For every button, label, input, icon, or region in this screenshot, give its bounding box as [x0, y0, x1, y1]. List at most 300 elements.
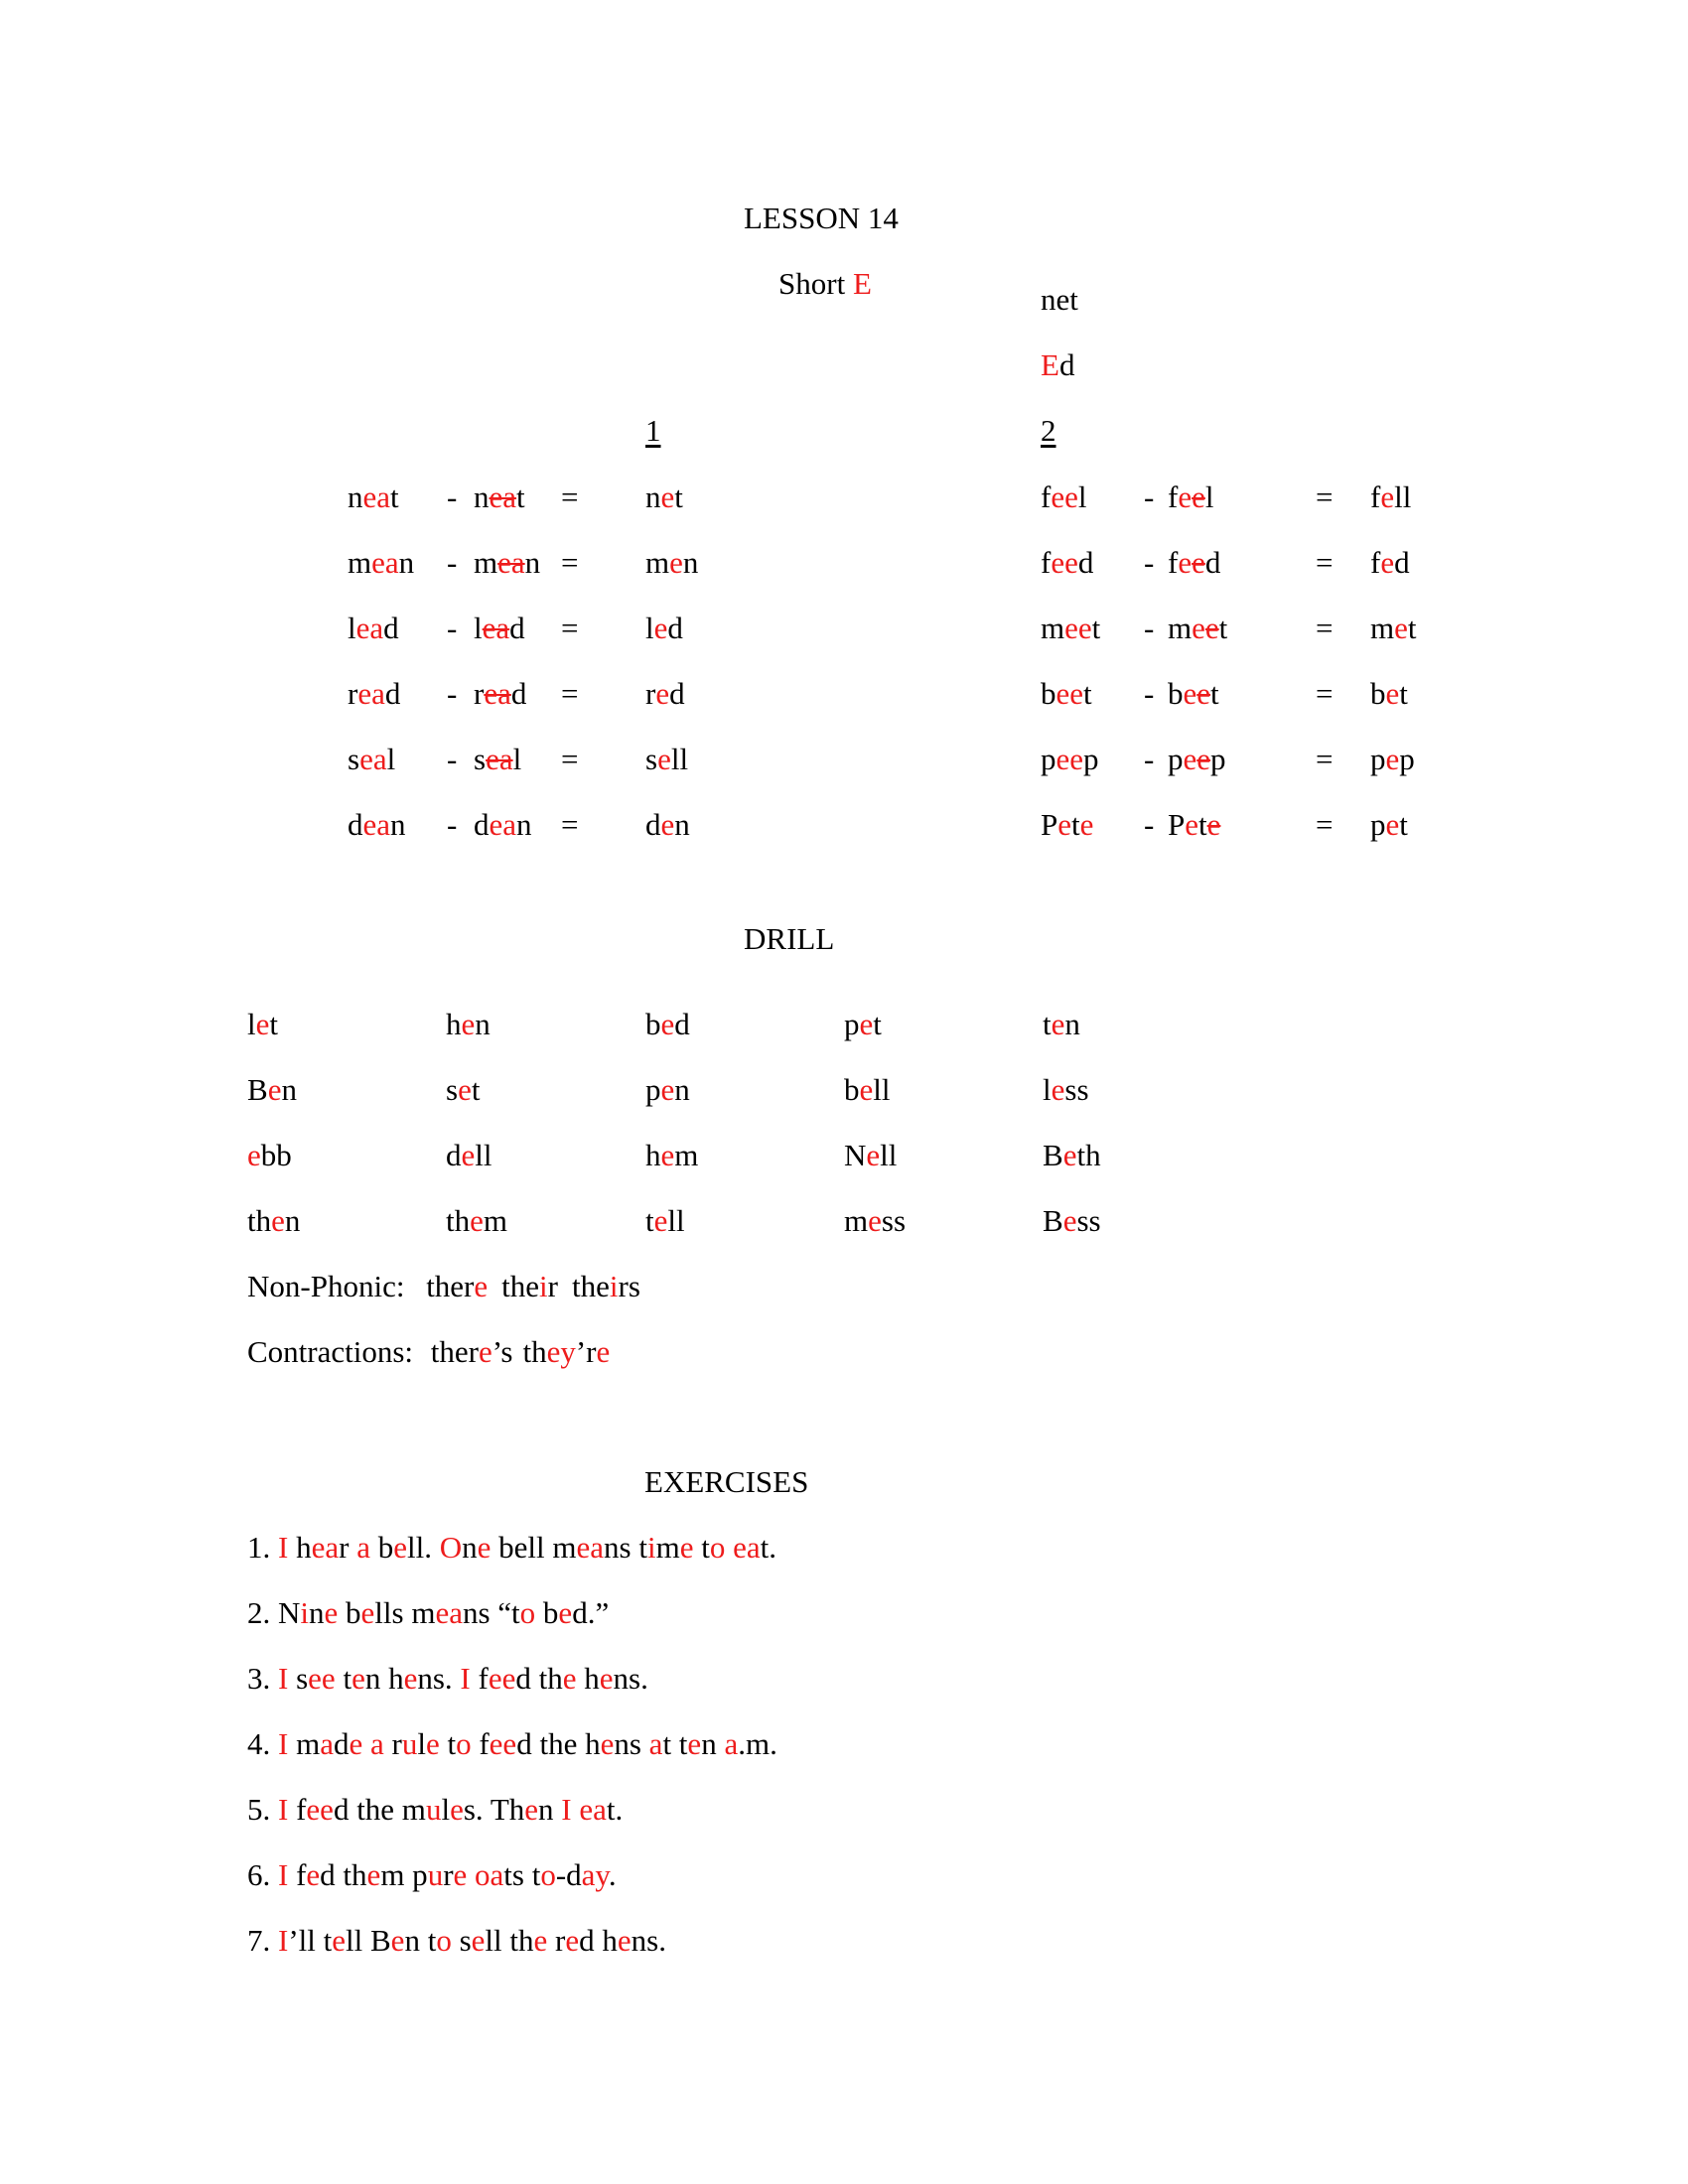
text-segment: e — [558, 1595, 573, 1630]
left-equals: = — [561, 676, 579, 711]
text-segment: t — [1083, 676, 1092, 711]
text-segment: h — [645, 1138, 661, 1172]
left-result-word — [645, 613, 683, 643]
text-segment: d — [1394, 545, 1410, 580]
text-segment: o — [519, 1595, 536, 1630]
right-removed-letters — [1168, 613, 1227, 643]
text-segment: t — [674, 479, 683, 514]
text-segment: lls m — [374, 1595, 436, 1630]
text-segment: ee — [1055, 742, 1084, 776]
text-segment: r — [383, 1726, 402, 1761]
drill-word — [247, 1140, 292, 1170]
text-segment: ll — [667, 1203, 685, 1238]
text-segment: d.” — [572, 1595, 610, 1630]
text-segment: e — [596, 1334, 611, 1369]
text-segment: t — [439, 1726, 457, 1761]
left-removed-letters — [474, 547, 540, 578]
drill-word — [844, 1009, 882, 1039]
text-segment: r — [348, 676, 358, 711]
right-result-word — [1370, 744, 1415, 774]
text-segment: d — [1077, 545, 1094, 580]
text-segment: e — [1185, 807, 1199, 842]
text-segment: oa — [475, 1857, 504, 1892]
text-segment: e — [1178, 479, 1193, 514]
text-segment: e — [655, 676, 670, 711]
text-segment: th — [501, 1269, 526, 1303]
column-header: 1 — [645, 413, 661, 448]
text-segment: l — [386, 742, 396, 776]
text-segment: n h — [364, 1661, 404, 1696]
text-segment: l — [512, 742, 522, 776]
text-segment: ea — [355, 611, 384, 645]
exercise-sentence — [247, 1925, 666, 1956]
text-segment: ss — [1064, 1072, 1089, 1107]
right-dash: - — [1144, 545, 1155, 580]
text-segment: ea — [489, 479, 517, 514]
text-segment: b — [369, 1530, 394, 1565]
text-segment: e — [366, 1857, 381, 1892]
text-segment: m — [1370, 611, 1395, 645]
text-segment: d — [1204, 545, 1221, 580]
text-segment: e — [1380, 479, 1395, 514]
text-segment: r — [645, 676, 656, 711]
text-segment: e — [1385, 676, 1400, 711]
right-word — [1041, 613, 1100, 643]
right-removed-letters — [1168, 678, 1219, 709]
text-segment: f — [470, 1661, 489, 1696]
subtitle-letter: E — [852, 266, 872, 301]
text-segment: p — [1041, 742, 1056, 776]
text-segment: ea — [362, 807, 391, 842]
text-segment: t — [693, 1530, 710, 1565]
text-segment: 6. — [247, 1857, 278, 1892]
text-segment: t — [1218, 611, 1228, 645]
text-segment: d th — [515, 1661, 563, 1696]
text-segment: ’ll t — [288, 1923, 333, 1958]
text-segment: ea — [486, 742, 513, 776]
text-segment: I — [278, 1857, 289, 1892]
text-segment: n — [645, 479, 661, 514]
text-segment: a — [369, 1726, 384, 1761]
text-segment: th — [522, 1334, 547, 1369]
text-segment: B — [1043, 1138, 1063, 1172]
text-segment: s — [645, 742, 658, 776]
text-segment: m — [674, 1138, 699, 1172]
subtitle — [778, 268, 872, 299]
text-segment: s — [348, 742, 360, 776]
text-segment: h — [446, 1007, 462, 1041]
text-segment: f — [288, 1857, 307, 1892]
text-segment: p — [1399, 742, 1415, 776]
text-segment: ns. — [613, 1661, 648, 1696]
drill-word — [1043, 1205, 1101, 1236]
text-segment: e — [660, 1072, 675, 1107]
text-segment: e — [687, 1726, 702, 1761]
text-segment: a — [320, 1726, 334, 1761]
text-segment: t — [1071, 807, 1080, 842]
text-segment: e — [866, 1138, 881, 1172]
text-segment: ll — [873, 1072, 891, 1107]
text-segment: ns — [614, 1726, 649, 1761]
text-segment: m — [655, 1530, 680, 1565]
text-segment: e — [859, 1007, 874, 1041]
text-segment: e — [477, 1530, 492, 1565]
text-segment: b — [338, 1595, 361, 1630]
text-segment: e — [653, 1203, 668, 1238]
text-segment: b — [1168, 676, 1184, 711]
text-segment: d — [510, 676, 527, 711]
text-segment: e — [660, 807, 675, 842]
text-segment: e — [458, 1072, 472, 1107]
text-segment: t — [1043, 1007, 1052, 1041]
text-segment: e — [600, 1726, 615, 1761]
text-segment: e — [660, 1007, 675, 1041]
text-segment: e — [1206, 807, 1221, 842]
text-segment: e — [1183, 742, 1197, 776]
left-removed-letters — [474, 678, 526, 709]
left-result-word — [645, 744, 688, 774]
exercise-sentence — [247, 1794, 623, 1825]
text-segment: b — [844, 1072, 860, 1107]
word — [501, 1269, 558, 1303]
text-segment: I — [278, 1530, 289, 1565]
text-segment: l — [645, 611, 654, 645]
text-segment: l — [417, 1726, 426, 1761]
text-segment: t. — [606, 1792, 624, 1827]
left-result-word — [645, 809, 690, 840]
right-dash: - — [1144, 611, 1155, 645]
right-dash: - — [1144, 807, 1155, 842]
text-segment: r — [547, 1269, 558, 1303]
contractions-row — [247, 1336, 610, 1367]
left-equals: = — [561, 742, 579, 776]
left-removed-letters — [474, 613, 525, 643]
text-segment: n — [474, 479, 490, 514]
text-segment: e — [657, 742, 671, 776]
text-segment: b — [1041, 676, 1056, 711]
text-segment: d — [1058, 347, 1075, 382]
text-segment: s — [474, 742, 487, 776]
text-segment: ns “t — [462, 1595, 520, 1630]
text-segment: t — [1399, 676, 1408, 711]
text-segment: I — [278, 1661, 289, 1696]
text-segment: d — [645, 807, 661, 842]
text-segment: e — [562, 1661, 577, 1696]
text-segment: ’r — [575, 1334, 597, 1369]
left-word — [348, 809, 406, 840]
text-segment: u — [427, 1857, 444, 1892]
drill-word — [645, 1140, 698, 1170]
text-segment: ea — [357, 676, 385, 711]
text-segment: e — [1380, 545, 1395, 580]
left-word — [348, 678, 400, 709]
text-segment: i — [609, 1269, 619, 1303]
text-segment: ther — [430, 1334, 479, 1369]
text-segment: e — [533, 1923, 548, 1958]
text-segment: d — [674, 1007, 690, 1041]
text-segment: th — [1076, 1138, 1101, 1172]
text-segment: e — [1183, 676, 1197, 711]
text-segment: e — [1196, 742, 1211, 776]
text-segment: -d — [555, 1857, 582, 1892]
drill-word — [645, 1205, 685, 1236]
text-segment: ll — [880, 1138, 898, 1172]
example-word — [1041, 349, 1074, 380]
text-segment: n — [281, 1072, 297, 1107]
contractions-label: Contractions: — [247, 1334, 414, 1369]
text-segment: t — [516, 479, 525, 514]
text-segment: th — [247, 1203, 272, 1238]
right-word — [1041, 744, 1099, 774]
text-segment: e — [1051, 1007, 1065, 1041]
contractions-words — [421, 1334, 610, 1369]
text-segment: e — [461, 1007, 476, 1041]
text-segment: l — [474, 611, 483, 645]
text-segment: B — [1043, 1203, 1063, 1238]
text-segment: e — [1051, 1072, 1065, 1107]
text-segment — [467, 1857, 475, 1892]
right-result-word — [1370, 547, 1410, 578]
text-segment: P — [1041, 807, 1058, 842]
left-dash: - — [447, 479, 458, 514]
text-segment: u — [425, 1792, 442, 1827]
text-segment: B — [247, 1072, 268, 1107]
left-removed-letters — [474, 744, 521, 774]
text-segment: e — [1204, 611, 1219, 645]
text-segment: n — [475, 1007, 491, 1041]
text-segment: e — [1192, 479, 1205, 514]
text-segment: e — [525, 1269, 540, 1303]
text-segment: ea — [435, 1595, 463, 1630]
text-segment: e — [393, 1530, 407, 1565]
text-segment: m — [1041, 611, 1065, 645]
right-removed-letters — [1168, 481, 1213, 512]
text-segment: s. Th — [463, 1792, 525, 1827]
text-segment: e — [1394, 611, 1408, 645]
text-segment: t — [269, 1007, 279, 1041]
text-segment: l — [247, 1007, 256, 1041]
text-segment: th — [446, 1203, 471, 1238]
text-segment: f — [1370, 545, 1381, 580]
drill-title: DRILL — [744, 921, 835, 956]
text-segment: d — [669, 676, 685, 711]
subtitle-prefix: Short — [778, 266, 853, 301]
text-segment: ns t — [604, 1530, 647, 1565]
text-segment: e — [1079, 807, 1094, 842]
text-segment: n — [516, 807, 532, 842]
text-segment: e — [267, 1072, 282, 1107]
text-segment: ns. — [417, 1661, 461, 1696]
text-segment: p — [1210, 742, 1226, 776]
drill-word — [645, 1009, 690, 1039]
text-segment: ea — [311, 1530, 340, 1565]
text-segment: ll — [1394, 479, 1412, 514]
text-segment: e — [255, 1007, 270, 1041]
text-segment: l — [1043, 1072, 1052, 1107]
text-segment: d — [384, 676, 401, 711]
text-segment: d — [667, 611, 683, 645]
text-segment: bb — [260, 1138, 292, 1172]
text-segment: ss — [1076, 1203, 1101, 1238]
right-removed-letters — [1168, 809, 1220, 840]
right-dash: - — [1144, 742, 1155, 776]
text-segment: 5. — [247, 1792, 278, 1827]
text-segment: f — [1168, 479, 1179, 514]
text-segment: ee — [1064, 611, 1092, 645]
text-segment: n — [309, 1595, 325, 1630]
text-segment: e — [453, 1857, 468, 1892]
right-word — [1041, 547, 1093, 578]
text-segment: t — [471, 1072, 481, 1107]
text-segment: i — [646, 1530, 656, 1565]
right-equals: = — [1316, 742, 1334, 776]
text-segment: l — [348, 611, 356, 645]
text-segment: e — [403, 1661, 418, 1696]
text-segment: f — [288, 1792, 307, 1827]
text-segment: r — [474, 676, 485, 711]
text-segment: e — [324, 1595, 339, 1630]
text-segment: n — [524, 545, 541, 580]
right-result-word — [1370, 809, 1408, 840]
text-segment: a — [724, 1726, 739, 1761]
text-segment: P — [1168, 807, 1186, 842]
text-segment: p — [1370, 807, 1386, 842]
left-word — [348, 613, 399, 643]
text-segment: e — [679, 1530, 694, 1565]
text-segment: t — [873, 1007, 882, 1041]
left-dash: - — [447, 676, 458, 711]
drill-word — [844, 1205, 906, 1236]
text-segment: e — [1192, 611, 1205, 645]
non-phonic-row — [247, 1271, 640, 1301]
text-segment: r — [339, 1530, 357, 1565]
text-segment: e — [617, 1923, 632, 1958]
left-dash: - — [447, 545, 458, 580]
text-segment: f — [1041, 479, 1052, 514]
text-segment: t — [390, 479, 399, 514]
exercise-sentence — [247, 1859, 617, 1890]
text-segment: f — [1041, 545, 1052, 580]
text-segment: ns. — [631, 1923, 666, 1958]
left-equals: = — [561, 807, 579, 842]
text-segment: ee — [1051, 479, 1078, 514]
left-dash: - — [447, 611, 458, 645]
text-segment: I — [278, 1726, 289, 1761]
right-word — [1041, 481, 1086, 512]
text-segment: I — [278, 1923, 289, 1958]
text-segment: r — [547, 1923, 566, 1958]
text-segment: s — [288, 1661, 309, 1696]
text-segment: d — [446, 1138, 462, 1172]
text-segment: ee — [308, 1661, 336, 1696]
right-equals: = — [1316, 479, 1334, 514]
text-segment: e — [349, 1726, 363, 1761]
text-segment: ea — [371, 545, 399, 580]
text-segment: ’s — [492, 1334, 513, 1369]
text-segment: O — [439, 1530, 463, 1565]
text-segment: p — [1168, 742, 1184, 776]
text-segment: n — [462, 1530, 478, 1565]
non-phonic-label: Non-Phonic: — [247, 1269, 405, 1303]
text-segment: e — [599, 1661, 614, 1696]
text-segment: n — [284, 1203, 301, 1238]
text-segment: o — [456, 1726, 472, 1761]
text-segment: m — [483, 1203, 508, 1238]
drill-word — [1043, 1074, 1089, 1105]
text-segment: I — [278, 1792, 289, 1827]
column-header: 2 — [1041, 413, 1056, 448]
text-segment: m — [645, 545, 670, 580]
text-segment: E — [1041, 347, 1059, 382]
text-segment: n — [674, 1072, 690, 1107]
text-segment: e — [425, 1726, 440, 1761]
text-segment: d — [348, 807, 363, 842]
non-phonic-words — [412, 1269, 640, 1303]
drill-word — [247, 1074, 297, 1105]
text-segment: ea — [489, 807, 517, 842]
text-segment: ll — [670, 742, 689, 776]
text-segment: th — [572, 1269, 597, 1303]
text-segment: p — [844, 1007, 860, 1041]
text-segment: 3. — [247, 1661, 278, 1696]
text-segment: t — [1210, 676, 1219, 711]
text-segment: I — [561, 1792, 572, 1827]
text-segment: ll B — [346, 1923, 391, 1958]
text-segment: n — [538, 1792, 562, 1827]
right-removed-letters — [1168, 547, 1220, 578]
text-segment: e — [1385, 742, 1400, 776]
text-segment: n — [398, 545, 415, 580]
text-segment: d the m — [333, 1792, 426, 1827]
text-segment: m — [288, 1726, 321, 1761]
text-segment: b — [1370, 676, 1386, 711]
left-equals: = — [561, 479, 579, 514]
text-segment: b — [645, 1007, 661, 1041]
text-segment: d — [333, 1726, 350, 1761]
text-segment: e — [596, 1269, 610, 1303]
text-segment: ee — [488, 1661, 516, 1696]
right-result-word — [1370, 613, 1417, 643]
text-segment: ll — [475, 1138, 492, 1172]
left-removed-letters — [474, 481, 525, 512]
text-segment: e — [1192, 545, 1205, 580]
text-segment: d th — [320, 1857, 367, 1892]
text-segment: e — [524, 1792, 539, 1827]
text-segment: e — [332, 1923, 347, 1958]
left-removed-letters — [474, 809, 532, 840]
right-word — [1041, 809, 1093, 840]
text-segment: rs — [618, 1269, 640, 1303]
text-segment: ay — [581, 1857, 609, 1892]
text-segment — [725, 1530, 733, 1565]
text-segment: l — [1204, 479, 1214, 514]
text-segment: ea — [497, 545, 525, 580]
drill-word — [446, 1140, 492, 1170]
text-segment: n — [682, 545, 699, 580]
text-segment: u — [401, 1726, 418, 1761]
text-segment: e — [1385, 807, 1400, 842]
text-segment: p — [1083, 742, 1099, 776]
text-segment: net — [1041, 282, 1078, 317]
drill-word — [247, 1205, 300, 1236]
text-segment: ss — [881, 1203, 907, 1238]
text-segment: e — [868, 1203, 882, 1238]
text-segment: p — [1370, 742, 1386, 776]
text-segment: a — [648, 1726, 663, 1761]
text-segment: i — [539, 1269, 548, 1303]
text-segment: ea — [484, 676, 511, 711]
right-equals: = — [1316, 545, 1334, 580]
